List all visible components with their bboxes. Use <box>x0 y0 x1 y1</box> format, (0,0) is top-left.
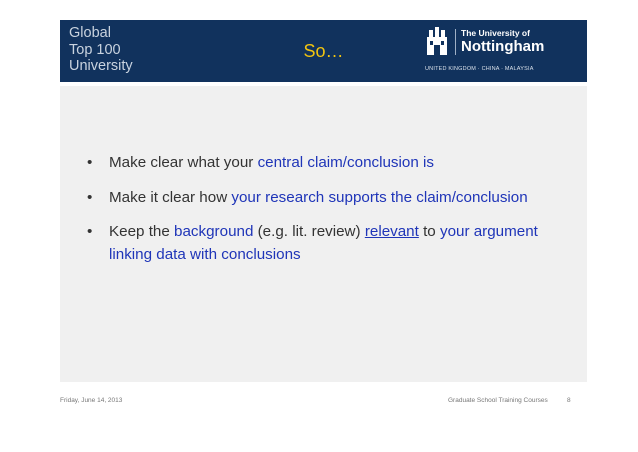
bullet-3-background: background <box>174 223 254 240</box>
slide-title: So… <box>303 41 344 61</box>
bullet-item-2 <box>87 187 557 210</box>
bullet-icon: • <box>87 188 93 206</box>
bullet-list <box>87 152 557 278</box>
bullet-item-1 <box>87 152 557 175</box>
footer-page-number: 8 <box>567 397 571 404</box>
footer-course: Graduate School Training Courses <box>448 397 548 404</box>
bullet-3-relevant: relevant <box>364 223 419 240</box>
logo-campuses: UNITED KINGDOM · CHINA · MALAYSIA <box>425 66 534 72</box>
bullet-3-emphasis: your argument linking data with conclusions <box>109 223 538 263</box>
global-line-2: Top 100 <box>69 41 121 58</box>
global-line-1: Global <box>69 25 111 41</box>
bullet-1-emphasis: central claim/conclusion is <box>257 154 434 171</box>
logo-university-of: The University of <box>461 28 530 38</box>
bullet-3-text-2: (e.g. lit. review) <box>253 223 365 240</box>
slide-header <box>60 20 587 82</box>
logo-nottingham: Nottingham <box>461 38 545 55</box>
bullet-1-text-1: Make clear what your <box>109 154 258 171</box>
footer-date: Friday, June 14, 2013 <box>60 397 123 404</box>
university-logo <box>425 26 575 78</box>
crest-icon <box>425 27 449 57</box>
bullet-3-text-3: to <box>418 223 440 240</box>
bullet-2-text-1: Make it clear how <box>109 188 232 206</box>
bullet-icon: • <box>87 223 93 240</box>
bullet-icon: • <box>87 154 93 171</box>
bullet-item-3 <box>87 221 557 266</box>
global-line-3: University <box>69 58 133 74</box>
slide-content <box>60 86 587 382</box>
bullet-3-text-1: Keep the <box>109 223 175 240</box>
logo-divider <box>455 29 456 55</box>
bullet-2-emphasis: your research supports the claim/conclusion <box>231 188 528 206</box>
